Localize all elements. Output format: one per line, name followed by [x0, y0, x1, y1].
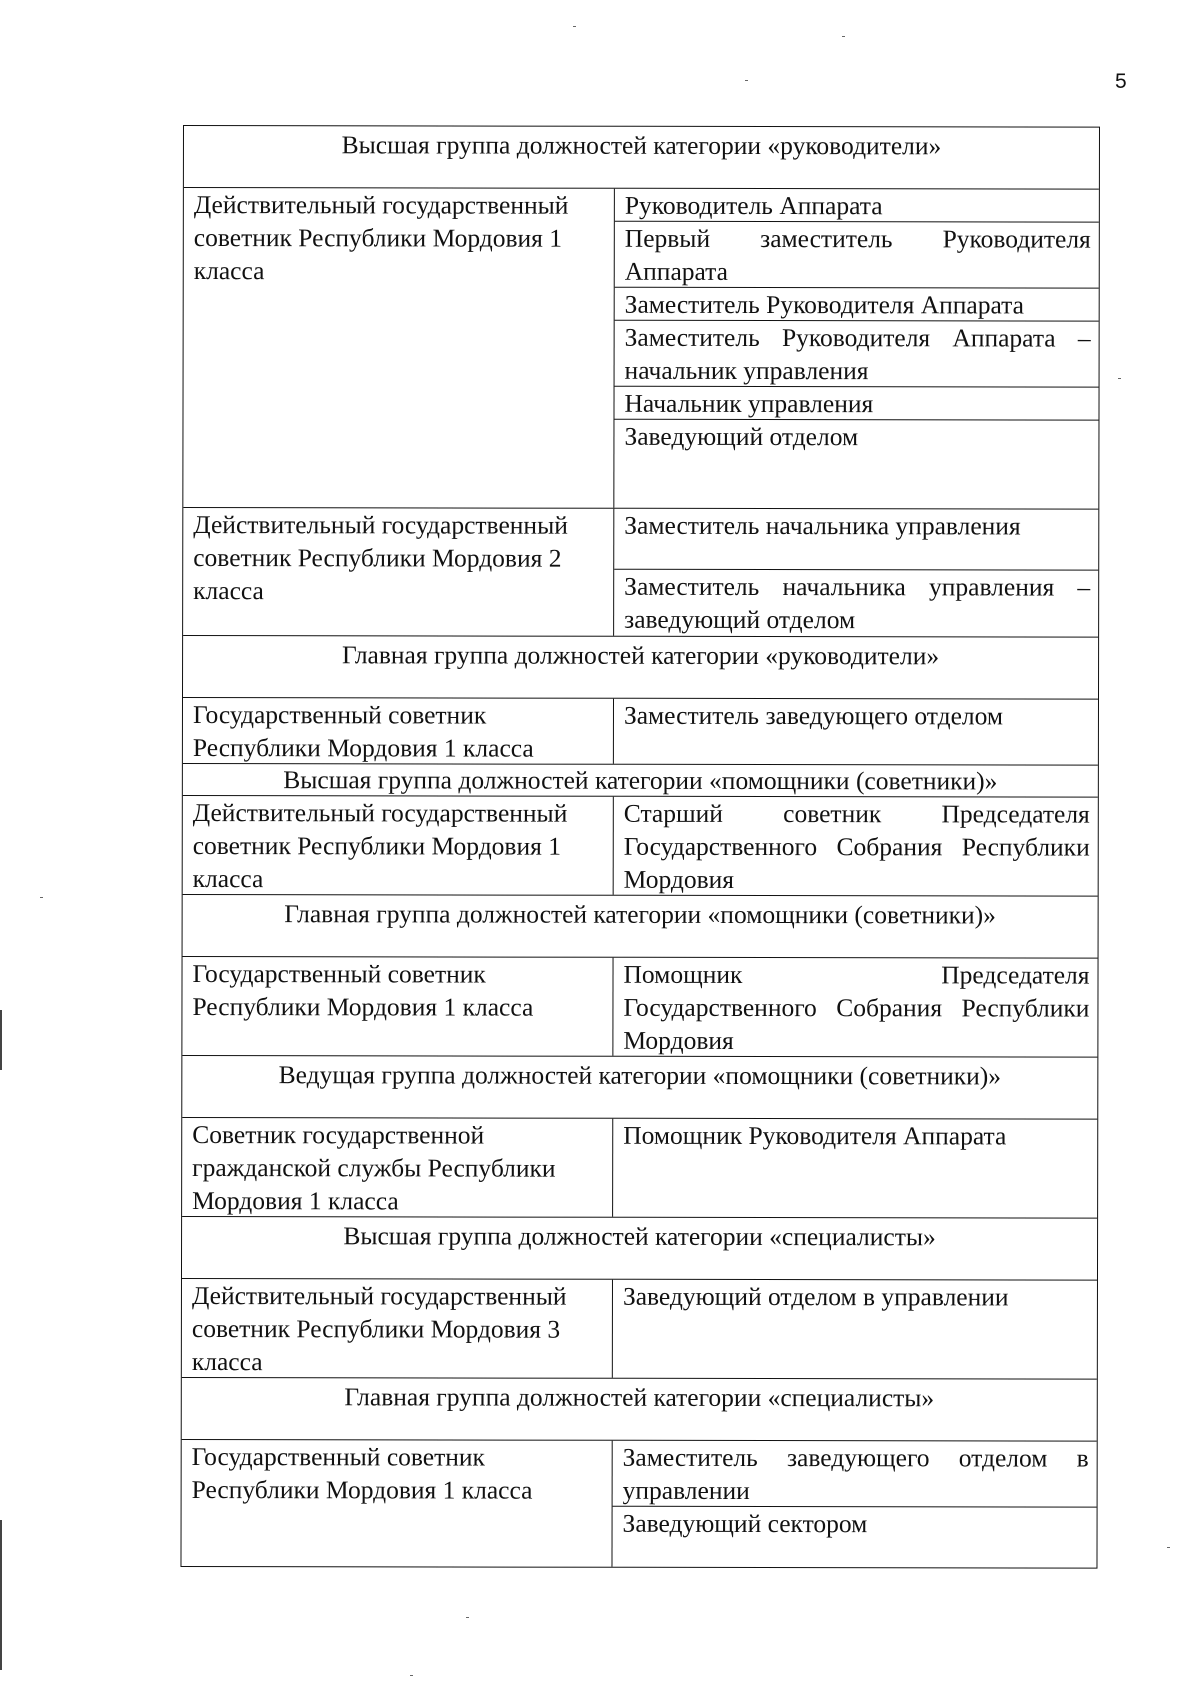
scan-margin-mark: [0, 1010, 2, 1070]
position-cell: Заместитель Руководителя Аппарата – начальник управления: [615, 321, 1099, 388]
rank-cell: Действительный государственный советник Республики Мордовия 2 класса: [183, 508, 614, 636]
positions-column: [614, 699, 1098, 765]
rank-cell: Государственный советник Республики Мордовия 1 класса: [183, 698, 614, 764]
group-header: Высшая группа должностей категории «помощники (советники)»: [183, 764, 1098, 798]
position-cell: Заместитель Руководителя Аппарата: [615, 288, 1099, 322]
table-row: [183, 698, 1098, 766]
scan-speck: [573, 26, 576, 27]
rank-cell: Действительный государственный советник Республики Мордовия 3 класса: [182, 1279, 613, 1378]
position-cell: Старший советник Председателя Государственного Собрания Республики Мордовия: [623, 798, 1090, 894]
rank-cell: Действительный государственный советник Республики Мордовия 1 класса: [183, 796, 614, 895]
scan-speck: [1118, 378, 1121, 379]
rank-cell: Действительный государственный советник Республики Мордовия 1 класса: [183, 188, 615, 508]
group-header: Главная группа должностей категории «руководители»: [183, 636, 1098, 700]
scan-speck: [745, 80, 748, 81]
position-cell: Начальник управления: [614, 387, 1098, 421]
table-row: [182, 1279, 1097, 1380]
table-row: [182, 1118, 1097, 1219]
position-cell: Заместитель начальника управления – заведующий отделом: [624, 571, 1091, 635]
position-cell: Заместитель заведующего отделом в управлении: [613, 1441, 1097, 1508]
position-cell: Руководитель Аппарата: [615, 189, 1099, 223]
group-header: Главная группа должностей категории «специалисты»: [182, 1378, 1097, 1442]
positions-column: [613, 1280, 1097, 1379]
position-cell: Первый заместитель Руководителя Аппарата: [615, 222, 1099, 289]
position-cell: Помощник Председателя Государственного Собрания Республики Мордовия: [623, 959, 1090, 1055]
table-row: [183, 508, 1098, 638]
scan-speck: [410, 1675, 413, 1676]
position-cell: Помощник Руководителя Аппарата: [623, 1120, 1007, 1151]
scan-speck: [842, 36, 845, 37]
positions-column: [612, 1441, 1096, 1568]
table-row: [182, 957, 1097, 1058]
scan-margin-mark: [0, 1520, 2, 1670]
position-cell: Заведующий отделом в управлении: [622, 1281, 1009, 1312]
position-cell: Заместитель заведующего отделом: [623, 700, 1004, 731]
positions-column: [614, 189, 1099, 509]
positions-column: [613, 958, 1097, 1057]
group-header: Главная группа должностей категории «помощники (советники)»: [183, 895, 1098, 959]
group-header: Высшая группа должностей категории «руководители»: [184, 126, 1099, 190]
group-header: Ведущая группа должностей категории «помощники (советники)»: [182, 1056, 1097, 1120]
rank-cell: Государственный советник Республики Мордовия 1 класса: [182, 957, 613, 1056]
group-header: Высшая группа должностей категории «специалисты»: [182, 1217, 1097, 1281]
scan-speck: [1167, 1547, 1170, 1548]
position-cell: Заведующий отделом: [624, 421, 859, 452]
scan-speck: [466, 1617, 469, 1618]
table-row: [181, 1440, 1096, 1568]
rank-cell: Советник государственной гражданской службы Республики Мордовия 1 класса: [182, 1118, 613, 1217]
rank-cell: Государственный советник Республики Мордовия 1 класса: [181, 1440, 612, 1567]
positions-column: [614, 509, 1098, 637]
page-number: 5: [1115, 70, 1127, 93]
table-row: [183, 796, 1098, 897]
position-cell: Заведующий сектором: [622, 1508, 868, 1539]
table-row: [183, 188, 1099, 510]
positions-column: [614, 797, 1098, 896]
ranks-positions-table: [180, 125, 1100, 1569]
scan-speck: [40, 897, 43, 898]
positions-column: [613, 1119, 1097, 1218]
position-cell: Заместитель начальника управления: [614, 509, 1098, 571]
